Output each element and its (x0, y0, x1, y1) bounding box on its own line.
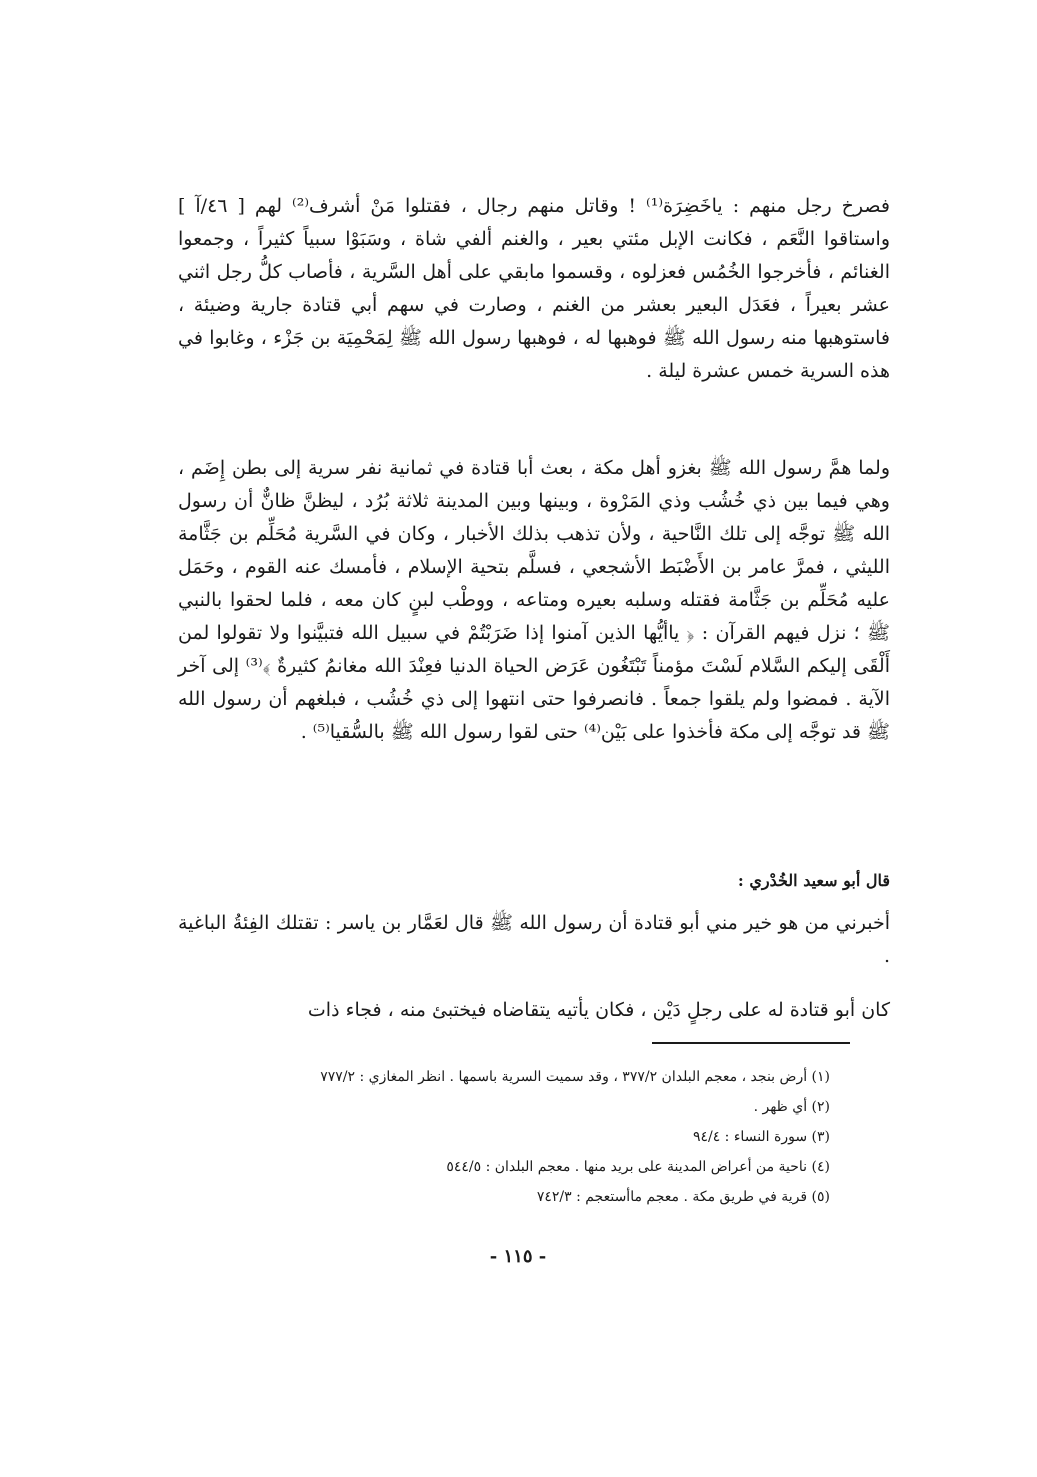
footnotes (178, 1062, 830, 1212)
paragraph-hadith-text: أخبرني من هو خير مني أبو قتادة أن رسول الله ﷺ قال لعَمَّار بن ياسر : تقتلك الفِئةُ الباغية . (178, 912, 890, 967)
page-number: - ١١٥ - (489, 1246, 547, 1267)
paragraph-last-text: كان أبو قتادة له على رجلٍ دَيْن ، فكان يأتيه يتقاضاه فيختبئ منه ، فجاء ذات (307, 999, 890, 1021)
footnote-4: (٤) ناحية من أعراض المدينة على بريد منها . معجم البلدان : ٥٤٤/٥ (446, 1159, 830, 1175)
paragraph-hadith (178, 907, 890, 973)
paragraph-expedition-text: ولما همَّ رسول الله ﷺ بغزو أهل مكة ، بعث أبا قتادة في ثمانية نفر سرية إلى بطن إِضَم ، وهي فيما بين ذي خُشُب وذي المَرْوة ، وبينها وبين المدينة ثلاثة بُرُد ، ليظنَّ ظانٌّ أن رسول الله ﷺ توجَّه إلى تلك النَّاحية ، ولأن تذهب بذلك الأخبار ، وكان في السَّرية مُحَلِّم بن جَثَّامة الليثي ، فمرَّ عامر بن الأَضْبَط الأشجعي ، فسلَّم بتحية الإسلام ، فأمسك عنه القوم ، وحَمَل عليه مُحَلِّم بن جَثَّامة فقتله وسلبه بعيره ومتاعه ، ووطْب لبنٍ كان معه ، فلما لحقوا بالنبي ﷺ ؛ نزل فيهم القرآن : ﴿ ياأيُّها الذين آمنوا إذا ضَرَبْتُمْ في سبيل الله فتبيَّنوا ولا تقولوا لمن أَلْقَى إليكم السَّلام لَسْتَ مؤمناً تَبْتَغُون عَرَض الحياة الدنيا فعِنْدَ الله مغانمُ كثيرةٌ ﴾⁽³⁾ إلى آخر الآية . فمضوا ولم يلقوا جمعاً . فانصرفوا حتى انتهوا إلى ذي خُشُب ، فبلغهم أن رسول الله ﷺ قد توجَّه إلى مكة فأخذوا على بَيْن⁽⁴⁾ حتى لقوا رسول الله ﷺ بالسُّقيا⁽⁵⁾ . (178, 457, 890, 743)
footnote-divider (652, 1042, 850, 1044)
paragraph-main (178, 190, 890, 388)
footnote-3: (٣) سورة النساء : ٩٤/٤ (692, 1129, 830, 1145)
paragraph-last (178, 994, 890, 1027)
paragraph-expedition (178, 452, 890, 749)
footnote-2: (٢) أي ظهر . (753, 1099, 830, 1115)
section-label: قال أبو سعيد الخُدْري : (737, 871, 890, 890)
footnote-1: (١) أرض بنجد ، معجم البلدان ٣٧٧/٢ ، وقد سميت السرية باسمها . انظر المغازي : ٧٧٧/٢ (320, 1069, 830, 1085)
paragraph-main-text: فصرخ رجل منهم : ياخَضِرَة⁽¹⁾ ! وقاتل منهم رجال ، فقتلوا مَنْ أشرف⁽²⁾ لهم [ ٤٦/آ ] واستاقوا النَّعَم ، فكانت الإبل مئتي بعير ، والغنم ألفي شاة ، وسَبَوْا سبياً كثيراً ، وجمعوا الغنائم ، فأخرجوا الخُمُس فعزلوه ، وقسموا مابقي على أهل السَّرية ، فأصاب كلُّ رجل اثني عشر بعيراً ، فعَدَل البعير بعشر من الغنم ، وصارت في سهم أبي قتادة جارية وضيئة ، فاستوهبها منه رسول الله ﷺ فوهبها له ، فوهبها رسول الله ﷺ لِمَحْمِيَة بن جَزْء ، وغابوا في هذه السرية خمس عشرة ليلة . (178, 195, 890, 382)
footnote-5: (٥) قرية في طريق مكة . معجم ماأستعجم : ٧٤٢/٣ (536, 1189, 830, 1205)
